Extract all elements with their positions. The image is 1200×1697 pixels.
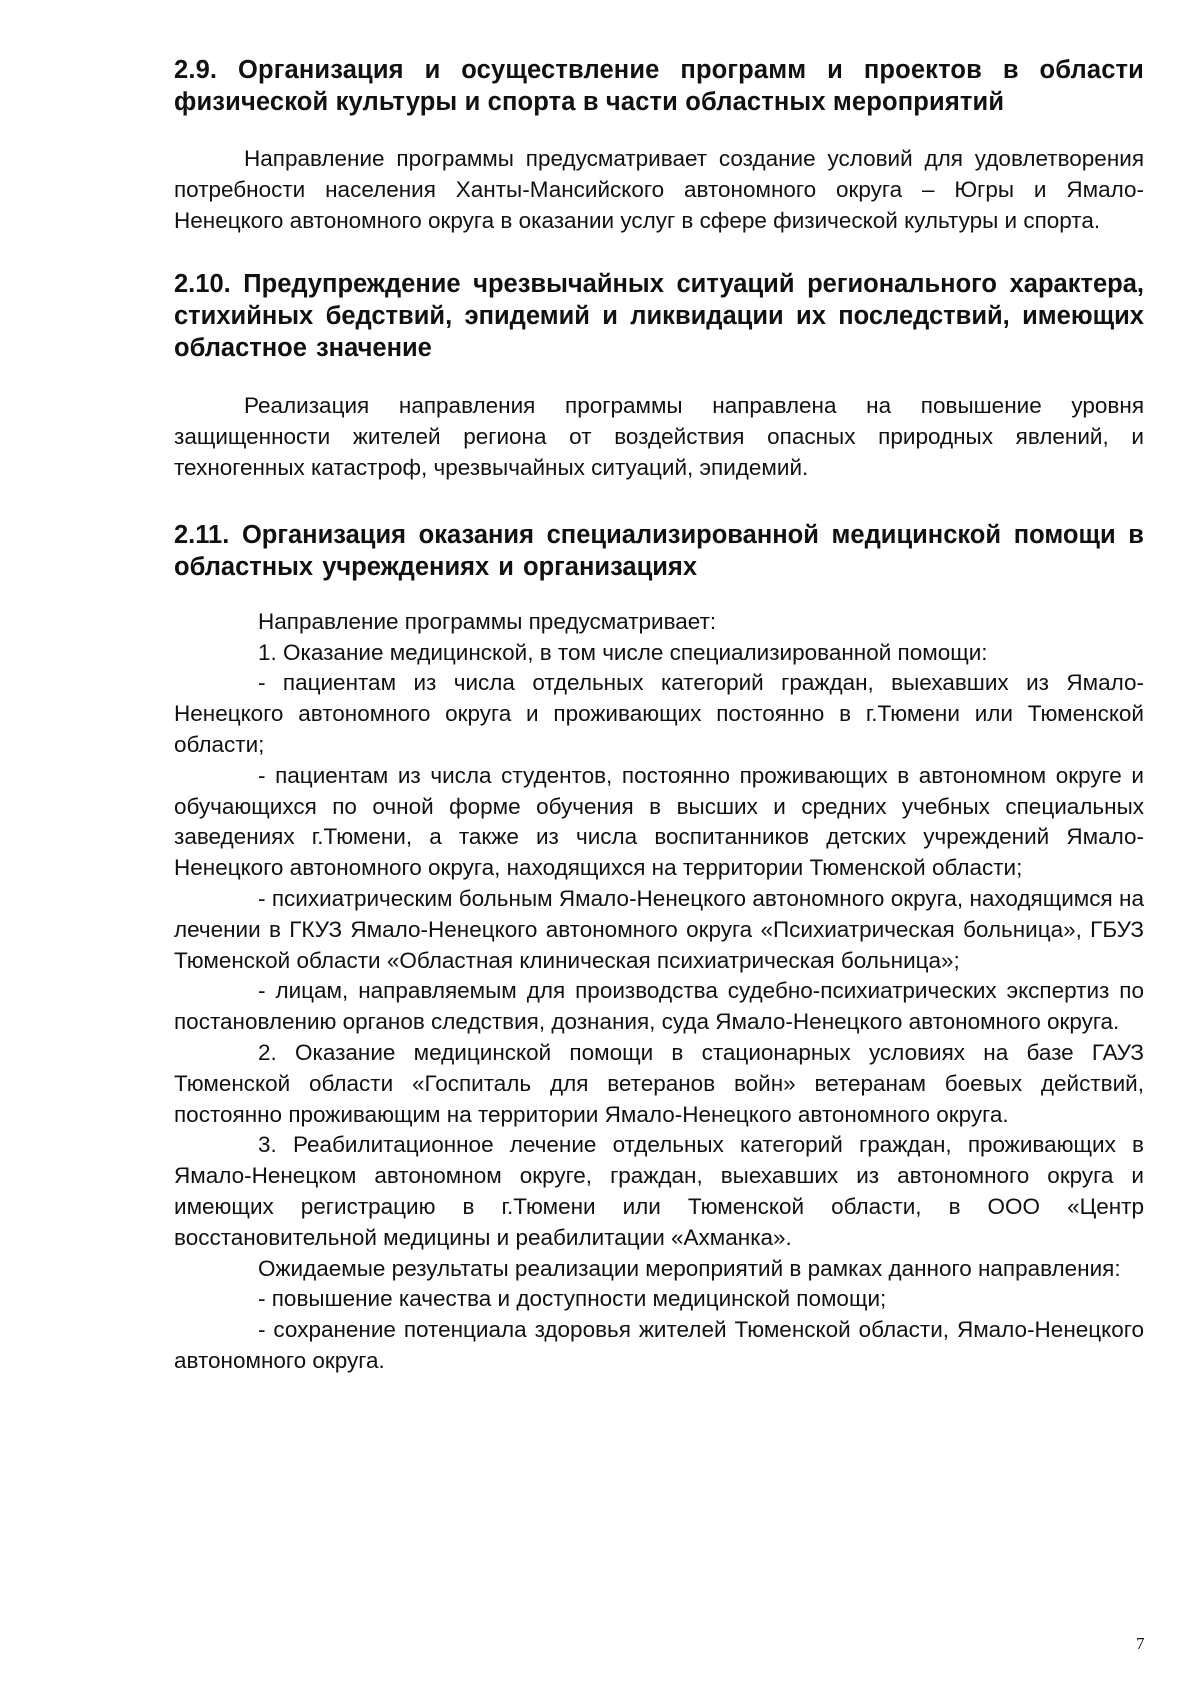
page-number: 7 bbox=[1136, 1634, 1145, 1653]
section-heading: 2.11. Организация оказания специализированной медицинской помощи в областных учреждениях и организациях bbox=[174, 520, 1144, 581]
section-paragraph: Ожидаемые результаты реализации мероприятий в рамках данного направления: bbox=[258, 1255, 1121, 1281]
section-paragraph: Реализация направления программы направлена на повышение уровня защищенности жителей региона от воздействия опасных природных явлений, и техногенных катастроф, чрезвычайных ситуаций, эпидемий. bbox=[174, 393, 1144, 480]
section-2-11 bbox=[174, 519, 1144, 1377]
list-item: - сохранение потенциала здоровья жителей Тюменской области, Ямало-Ненецкого автономного округа. bbox=[174, 1317, 1144, 1373]
section-paragraph: Направление программы предусматривает: bbox=[258, 608, 717, 634]
document-page bbox=[174, 54, 1144, 1377]
list-item: 3. Реабилитационное лечение отдельных категорий граждан, проживающих в Ямало-Ненецком автономном округе, граждан, выехавших из автономного округа и имеющих регистрацию в г.Тюмени или Тюменской области, в ООО «Центр восстановительной медицины и реабилитации «Ахманка». bbox=[174, 1132, 1144, 1250]
list-item: - повышение качества и доступности медицинской помощи; bbox=[258, 1286, 887, 1312]
list-item: 1. Оказание медицинской, в том числе специализированной помощи: bbox=[258, 639, 988, 665]
section-paragraph: Направление программы предусматривает создание условий для удовлетворения потребности населения Ханты-Мансийского автономного округа – Югры и Ямало-Ненецкого автономного округа в оказании услуг в сфере физической культуры и спорта. bbox=[174, 146, 1144, 233]
list-item: - психиатрическим больным Ямало-Ненецкого автономного округа, находящимся на лечении в ГКУЗ Ямало-Ненецкого автономного округа «Психиатрическая больница», ГБУЗ Тюменской области «Областная клиническая психиатрическая больница»; bbox=[174, 885, 1144, 973]
list-item: - пациентам из числа отдельных категорий граждан, выехавших из Ямало-Ненецкого автономного округа и проживающих постоянно в г.Тюмени или Тюменской области; bbox=[174, 670, 1144, 757]
list-item: - пациентам из числа студентов, постоянно проживающих в автономном округе и обучающихся по очной форме обучения в высших и средних учебных специальных заведениях г.Тюмени, а также из числа воспитанников детских учреждений Ямало-Ненецкого автономного округа, находящихся на территории Тюменской области; bbox=[174, 762, 1144, 881]
section-2-9 bbox=[174, 54, 1144, 236]
section-heading: 2.9. Организация и осуществление программ и проектов в области физической культуры и спорта в части областных мероприятий bbox=[174, 56, 1144, 116]
list-item: 2. Оказание медицинской помощи в стационарных условиях на базе ГАУЗ Тюменской области «Госпиталь для ветеранов войн» ветеранам боевых действий, постоянно проживающим на территории Ямало-Ненецкого автономного округа. bbox=[174, 1039, 1144, 1127]
section-heading: 2.10. Предупреждение чрезвычайных ситуаций регионального характера, стихийных бедствий, эпидемий и ликвидации их последствий, имеющих областное значение bbox=[174, 270, 1144, 363]
list-item: - лицам, направляемым для производства судебно-психиатрических экспертиз по постановлению органов следствия, дознания, суда Ямало-Ненецкого автономного округа. bbox=[174, 978, 1144, 1035]
section-2-10 bbox=[174, 268, 1144, 483]
